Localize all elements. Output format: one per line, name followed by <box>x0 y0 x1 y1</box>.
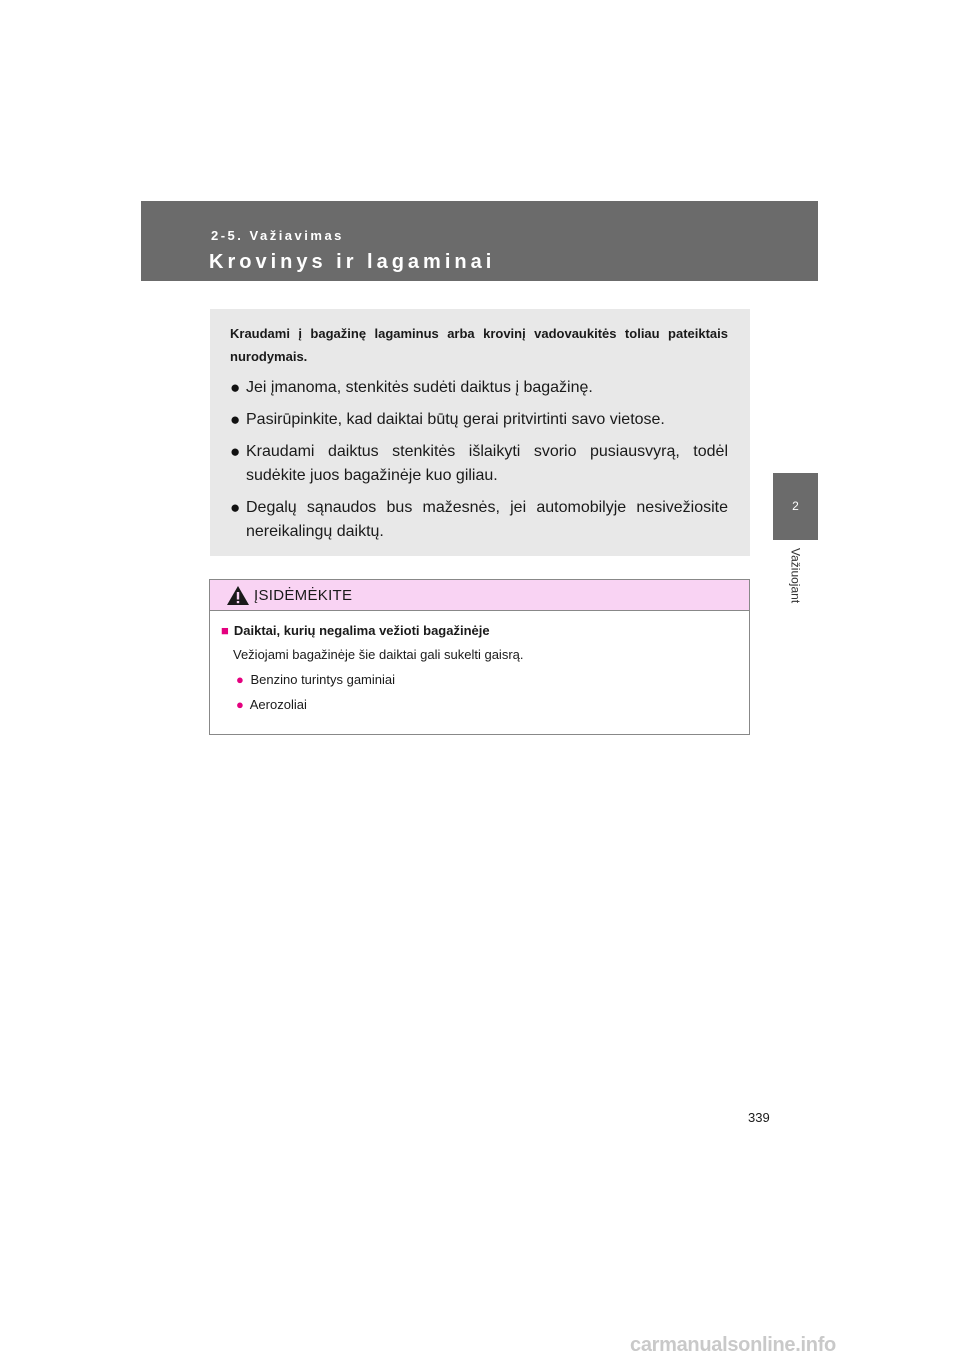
list-item-text: Kraudami daiktus stenkitės išlaikyti svorio pusiausvyrą, todėl sudėkite juos bagažinėje kuo giliau. <box>246 443 728 484</box>
caution-heading-text: Daiktai, kurių negalima vežioti bagažinėje <box>233 623 490 638</box>
caution-heading <box>221 623 749 638</box>
chapter-name-label: Važiuojant <box>788 548 803 604</box>
chapter-number: 2 <box>792 499 799 513</box>
page-number: 339 <box>748 1110 770 1125</box>
list-item-text: Benzino turintys gaminiai <box>250 672 396 687</box>
section-label: 2-5. Važiavimas <box>211 228 344 243</box>
list-item <box>230 496 728 544</box>
list-item-text: Degalų sąnaudos bus mažesnės, jei automobilyje nesivežiosite nereikalingų daiktų. <box>246 499 728 540</box>
list-item <box>236 672 749 687</box>
bullet-dot-icon: ● <box>230 410 241 429</box>
section-header <box>141 201 818 281</box>
list-item <box>236 697 749 712</box>
caution-label: ĮSIDĖMĖKITE <box>254 586 353 604</box>
list-item-text: Jei įmanoma, stenkitės sudėti daiktus į bagažinę. <box>246 379 593 396</box>
list-item-text: Aerozoliai <box>249 697 307 712</box>
intro-text: Kraudami į bagažinę lagaminus arba krovinį vadovaukitės toliau pateiktais nurodymais. <box>230 326 728 364</box>
caution-text: Vežiojami bagažinėje šie daiktai gali sukelti gaisrą. <box>233 647 524 662</box>
square-bullet-icon: ■ <box>221 623 229 638</box>
watermark: carmanualsonline.info <box>630 1334 836 1356</box>
bullet-dot-icon: ● <box>230 442 241 461</box>
bullet-dot-icon: ● <box>236 697 244 712</box>
bullet-dot-icon: ● <box>230 378 241 397</box>
caution-box <box>209 579 750 735</box>
list-item <box>230 440 728 488</box>
chapter-tab <box>773 473 818 540</box>
page-title: Krovinys ir lagaminai <box>209 251 496 273</box>
list-item <box>230 408 728 432</box>
chapter-name <box>773 548 818 628</box>
warning-triangle-icon <box>226 585 250 606</box>
list-item <box>230 376 728 400</box>
caution-header <box>210 580 749 611</box>
caution-body <box>210 611 749 712</box>
list-item-text: Pasirūpinkite, kad daiktai būtų gerai pritvirtinti savo vietose. <box>246 411 665 428</box>
bullet-dot-icon: ● <box>230 498 241 517</box>
intro-box <box>210 309 750 556</box>
bullet-dot-icon: ● <box>236 672 244 687</box>
